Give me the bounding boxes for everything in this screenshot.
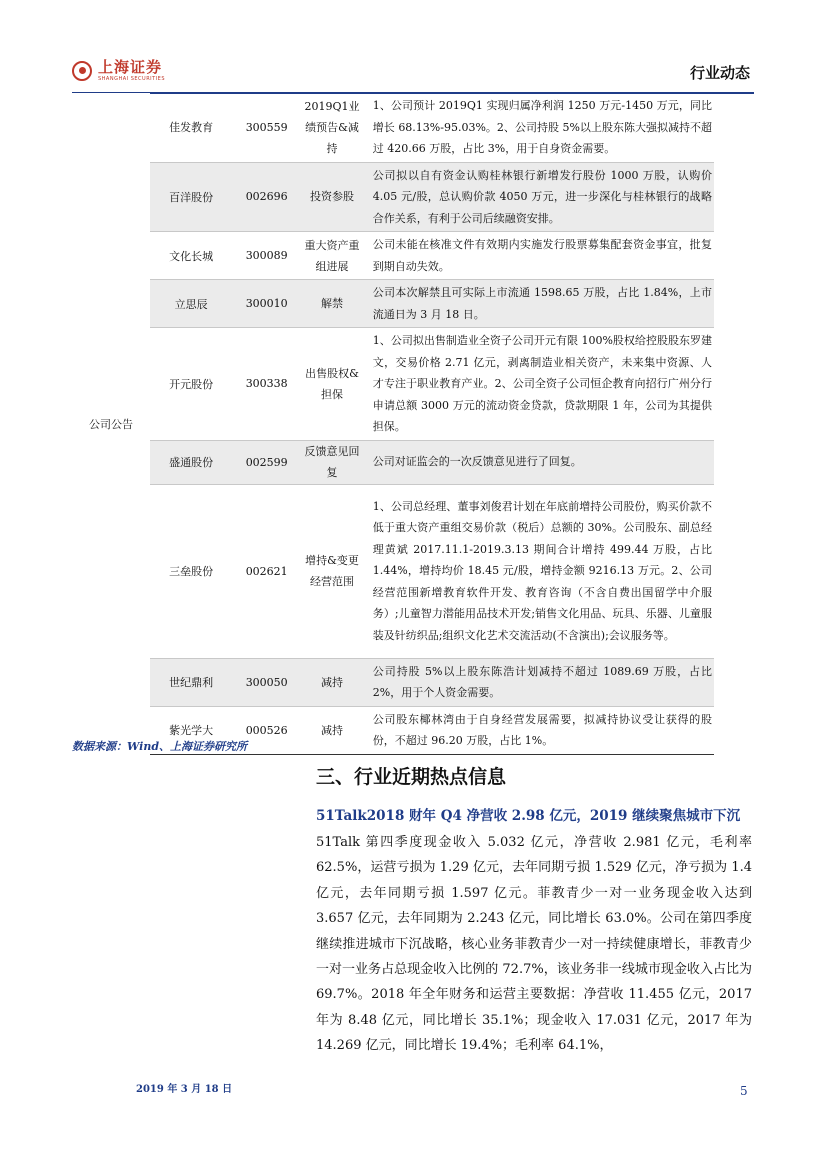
news-body: 51Talk 第四季度现金收入 5.032 亿元，净营收 2.981 亿元，毛利率 62.5%，运营亏损为 1.29 亿元，去年同期亏损 1.529 亿元，净亏损为 1.4 亿元，去年同期亏损 1.597 亿元。菲教青少一对一业务现金收入达到 3.657 亿元，去年同期为 2.243 亿元，同比增长 63.0%。公司在第四季度继续推进城市下沉战略，核心业务菲教青少一对一持续健康增长，菲教青少一对一业务占总现金收入比例的 72.7%，该业务非一线城市现金收入占比为 69.7%。2018 年全年财务和运营主要数据：净营收 11.455 亿元，2017 年为 8.48 亿元，同比增长 35.1%；现金收入 17.031 亿元，2017 年为 14.269 亿元，同比增长 19.4%；毛利率 64.1%， [316, 835, 752, 1054]
event-type: 增持&变更经营范围 [301, 484, 363, 658]
header-title: 行业动态 [689, 64, 750, 82]
event-type: 减持 [301, 658, 363, 706]
logo-icon [72, 61, 92, 81]
event-type: 投资参股 [301, 162, 363, 232]
event-description: 公司未能在核准文件有效期内实施发行股票募集配套资金事宜，批复到期自动失效。 [363, 232, 714, 280]
company-name: 立思辰 [150, 280, 232, 328]
stock-code: 300089 [232, 232, 301, 280]
stock-code: 002599 [232, 440, 301, 484]
event-description: 1、公司拟出售制造业全资子公司开元有限 100%股权给控股股东罗建文，交易价格 2.71 亿元，剥离制造业相关资产，未来集中资源、人才专注于职业教育产业。2、公司全资子公司恒企教育向招行广州分行申请总额 3000 万元的流动资金贷款，贷款期限 1 年，公司为其提供担保。 [363, 328, 714, 441]
event-type: 反馈意见回复 [301, 440, 363, 484]
event-description: 公司对证监会的一次反馈意见进行了回复。 [363, 440, 714, 484]
stock-code: 002621 [232, 484, 301, 658]
section-heading: 三、行业近期热点信息 [316, 766, 507, 788]
data-source-note: 数据来源：Wind、上海证券研究所 [72, 740, 248, 753]
company-name: 佳发教育 [150, 93, 232, 162]
stock-code: 000526 [232, 706, 301, 754]
event-type: 减持 [301, 706, 363, 754]
company-name: 百洋股份 [150, 162, 232, 232]
news-headline: 51Talk2018 财年 Q4 净营收 2.98 亿元，2019 继续聚焦城市下沉 [316, 808, 741, 824]
logo-english: SHANGHAI SECURITIES [98, 76, 166, 82]
event-description: 1、公司总经理、董事刘俊君计划在年底前增持公司股份，购买价款不低于重大资产重组交易价款（税后）总额的 30%。公司股东、副总经理黄斌 2017.11.1-2019.3.13 期间合计增持 499.44 万股，占比 1.44%，增持均价 18.45 元/股，增持金额 9216.13 万元。2、公司经营范围新增教育软件开发、教育咨询（不含自费出国留学中介服务）;儿童智力潜能用品技术开发;销售文化用品、玩具、乐器、儿童服装及针纺织品;组织文化艺术交流活动(不含演出);会议服务等。 [363, 484, 714, 658]
event-description: 公司拟以自有资金认购桂林银行新增发行股份 1000 万股，认购价 4.05 元/股，总认购价款 4050 万元，进一步深化与桂林银行的战略合作关系，有利于公司后续融资安排。 [363, 162, 714, 232]
company-name: 紫光学大 [150, 706, 232, 754]
event-type: 解禁 [301, 280, 363, 328]
event-description: 1、公司预计 2019Q1 实现归属净利润 1250 万元-1450 万元，同比增长 68.13%-95.03%。2、公司持股 5%以上股东陈大强拟减持不超过 420.66 万股，占比 3%，用于自身资金需要。 [363, 93, 714, 162]
logo-name: 上海证券 [98, 58, 163, 76]
company-name: 文化长城 [150, 232, 232, 280]
stock-code: 300050 [232, 658, 301, 706]
page-number: 5 [740, 1084, 748, 1098]
event-description: 公司持股 5%以上股东陈浩计划减持不超过 1089.69 万股，占比 2%，用于个人资金需要。 [363, 658, 714, 706]
stock-code: 300338 [232, 328, 301, 441]
company-name: 三垒股份 [150, 484, 232, 658]
stock-code: 002696 [232, 162, 301, 232]
event-type: 2019Q1业绩预告&减持 [301, 93, 363, 162]
page-header [72, 56, 754, 94]
company-name: 世纪鼎利 [150, 658, 232, 706]
company-logo [72, 60, 165, 82]
event-type: 出售股权&担保 [301, 328, 363, 441]
company-name: 盛通股份 [150, 440, 232, 484]
announcement-table [72, 93, 714, 755]
stock-code: 300559 [232, 93, 301, 162]
event-type: 重大资产重组进展 [301, 232, 363, 280]
company-name: 开元股份 [150, 328, 232, 441]
event-description: 公司本次解禁且可实际上市流通 1598.65 万股，占比 1.84%，上市流通日为 3 月 18 日。 [363, 280, 714, 328]
category-cell: 公司公告 [72, 93, 150, 754]
stock-code: 300010 [232, 280, 301, 328]
report-date: 2019 年 3 月 18 日 [136, 1084, 233, 1095]
event-description: 公司股东椰林湾由于自身经营发展需要，拟减持协议受让获得的股份，不超过 96.20 万股，占比 1%。 [363, 706, 714, 754]
